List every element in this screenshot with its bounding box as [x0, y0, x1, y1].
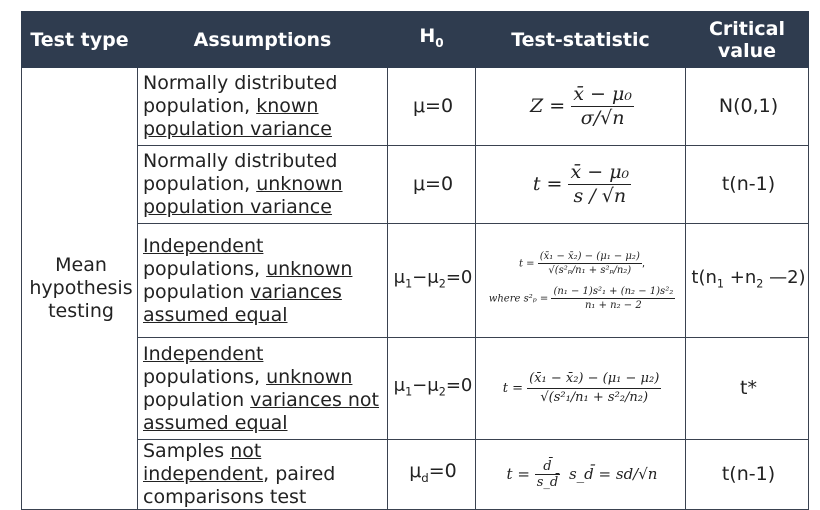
test-statistic-formula: t = $\frac{\text{(x̄₁ − x̄₂) − (μ₁ − μ₂)}}{\text{√(s²₁/n₁ + s²₂/n₂)}}$ — [476, 338, 686, 440]
h0-cell: $\mu_1-\mu_2=0$ — [388, 224, 476, 338]
assumption-cell: Independent populations, unknown population variances assumed equal — [138, 224, 388, 338]
h0-cell: $\mu_d=0$ — [388, 440, 476, 510]
critical-value-cell: $t(n_1 +n_2$ —2) — [686, 224, 809, 338]
header-assumptions: Assumptions — [138, 12, 388, 68]
header-test-statistic: Test-statistic — [476, 12, 686, 68]
critical-value-cell: t* — [686, 338, 809, 440]
assumption-cell: Independent populations, unknown population variances not assumed equal — [138, 338, 388, 440]
assumption-cell: Normally distributed population, known population variance — [138, 68, 388, 146]
test-statistic-formula: t = $\frac{\text{(x̄₁ − x̄₂) − (μ₁ − μ₂)}}{\text{√(s²ₚ/n₁ + s²ₚ/n₂)}}$ , where s²ₚ = $\frac{\text{(n₁ − 1)s²₁ + (n₂ − 1)s²₂}}{\text{n₁ + n₂ − 2}}$ — [476, 224, 686, 338]
table-row — [22, 338, 809, 440]
hypothesis-testing-table — [21, 11, 809, 510]
header-test-type: Test type — [22, 12, 138, 68]
assumption-cell: Normally distributed population, unknown population variance — [138, 146, 388, 224]
test-statistic-formula: t = $\frac{\text{x̄ − μ₀}}{s / √n}$ — [476, 146, 686, 224]
h0-cell: $\mu_1-\mu_2=0$ — [388, 338, 476, 440]
h0-cell: μ=0 — [388, 68, 476, 146]
critical-value-cell: N(0,1) — [686, 68, 809, 146]
header-critical-value: Critical value — [686, 12, 809, 68]
critical-value-cell: t(n-1) — [686, 146, 809, 224]
header-row — [22, 12, 809, 68]
table-row — [22, 146, 809, 224]
test-type-cell: Mean hypothesis testing — [22, 68, 138, 510]
h0-cell: μ=0 — [388, 146, 476, 224]
table-row — [22, 440, 809, 510]
test-statistic-formula: Z = $\frac{\text{x̄ − μ₀}}{\sigma/√n}$ — [476, 68, 686, 146]
table-row — [22, 68, 809, 146]
assumption-cell: Samples not independent, paired comparisons test — [138, 440, 388, 510]
header-h0: $H_0$ — [388, 12, 476, 68]
test-statistic-formula: t = $\frac{d̄}{s\_d̄}$ s_d̄ = sd/√n — [476, 440, 686, 510]
table-row — [22, 224, 809, 338]
critical-value-cell: t(n-1) — [686, 440, 809, 510]
